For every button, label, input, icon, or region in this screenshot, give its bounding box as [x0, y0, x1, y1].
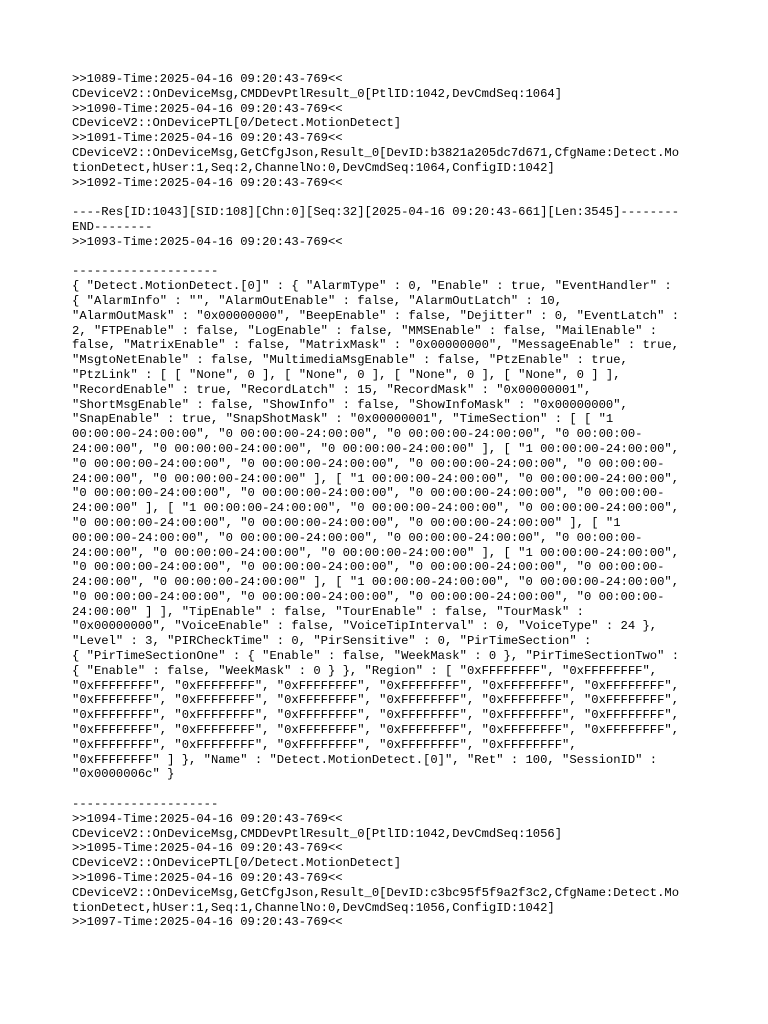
log-line: "0xFFFFFFFF", "0xFFFFFFFF", "0xFFFFFFFF", "0xFFFFFFFF", "0xFFFFFFFF", "0xFFFFFFFF", [72, 708, 680, 723]
log-line: "SnapEnable" : true, "SnapShotMask" : "0x00000001", "TimeSection" : [ [ "1 [72, 412, 614, 427]
log-line: "0 00:00:00-24:00:00", "0 00:00:00-24:00:00", "0 00:00:00-24:00:00", "0 00:00:00- [72, 560, 665, 575]
blank-line [72, 782, 712, 797]
log-line: >>1097-Time:2025-04-16 09:20:43-769<< [72, 915, 343, 930]
log-line: "0xFFFFFFFF", "0xFFFFFFFF", "0xFFFFFFFF", "0xFFFFFFFF", "0xFFFFFFFF", [72, 737, 577, 752]
log-line: "0xFFFFFFFF", "0xFFFFFFFF", "0xFFFFFFFF", "0xFFFFFFFF", "0xFFFFFFFF", "0xFFFFFFFF", [72, 723, 680, 738]
log-line: -------------------- [72, 797, 219, 812]
blank-line [72, 250, 712, 265]
log-line: 24:00:00" ], [ "1 00:00:00-24:00:00", "0 00:00:00-24:00:00", "0 00:00:00-24:00:00", [72, 501, 680, 516]
log-line: { "Enable" : false, "WeekMask" : 0 } }, "Region" : [ "0xFFFFFFFF", "0xFFFFFFFF", [72, 663, 658, 678]
log-line: ----Res[ID:1043][SID:108][Chn:0][Seq:32][2025-04-16 09:20:43-661][Len:3545]-------- [72, 205, 680, 220]
log-line: 24:00:00", "0 00:00:00-24:00:00", "0 00:00:00-24:00:00" ], [ "1 00:00:00-24:00:00", [72, 441, 680, 456]
log-line: "PtzLink" : [ [ "None", 0 ], [ "None", 0 ], [ "None", 0 ], [ "None", 0 ] ], [72, 367, 621, 382]
log-line: "0 00:00:00-24:00:00", "0 00:00:00-24:00:00", "0 00:00:00-24:00:00", "0 00:00:00- [72, 589, 665, 604]
log-document [72, 72, 712, 930]
log-line: CDeviceV2::OnDeviceMsg,GetCfgJson,Result_0[DevID:c3bc95f5f9a2f3c2,CfgName:Detect.Mo [72, 885, 680, 900]
log-line: "0xFFFFFFFF", "0xFFFFFFFF", "0xFFFFFFFF", "0xFFFFFFFF", "0xFFFFFFFF", "0xFFFFFFFF", [72, 678, 680, 693]
log-line: false, "MatrixEnable" : false, "MatrixMask" : "0x00000000", "MessageEnable" : true, [72, 338, 680, 353]
log-line: "0x0000006c" } [72, 767, 175, 782]
log-line: "ShortMsgEnable" : false, "ShowInfo" : false, "ShowInfoMask" : "0x00000000", [72, 397, 628, 412]
log-line: 2, "FTPEnable" : false, "LogEnable" : false, "MMSEnable" : false, "MailEnable" : [72, 323, 658, 338]
log-line: "0xFFFFFFFF" ] }, "Name" : "Detect.MotionDetect.[0]", "Ret" : 100, "SessionID" : [72, 752, 658, 767]
log-line: >>1092-Time:2025-04-16 09:20:43-769<< [72, 175, 343, 190]
log-line: "0 00:00:00-24:00:00", "0 00:00:00-24:00:00", "0 00:00:00-24:00:00", "0 00:00:00- [72, 486, 665, 501]
log-line: >>1090-Time:2025-04-16 09:20:43-769<< [72, 101, 343, 116]
log-line: >>1095-Time:2025-04-16 09:20:43-769<< [72, 841, 343, 856]
log-line: CDeviceV2::OnDeviceMsg,CMDDevPtlResult_0[PtlID:1042,DevCmdSeq:1056] [72, 826, 563, 841]
log-line: "AlarmOutMask" : "0x00000000", "BeepEnable" : false, "Dejitter" : 0, "EventLatch" : [72, 308, 680, 323]
log-line: "0 00:00:00-24:00:00", "0 00:00:00-24:00:00", "0 00:00:00-24:00:00" ], [ "1 [72, 515, 621, 530]
log-line: >>1096-Time:2025-04-16 09:20:43-769<< [72, 871, 343, 886]
log-line: CDeviceV2::OnDeviceMsg,GetCfgJson,Result_0[DevID:b3821a205dc7d671,CfgName:Detect.Mo [72, 145, 680, 160]
log-line: "RecordEnable" : true, "RecordLatch" : 15, "RecordMask" : "0x00000001", [72, 382, 592, 397]
log-line: "MsgtoNetEnable" : false, "MultimediaMsgEnable" : false, "PtzEnable" : true, [72, 353, 628, 368]
log-line: tionDetect,hUser:1,Seq:1,ChannelNo:0,DevCmdSeq:1056,ConfigID:1042] [72, 900, 555, 915]
log-line: >>1089-Time:2025-04-16 09:20:43-769<< [72, 72, 343, 86]
log-line: "0 00:00:00-24:00:00", "0 00:00:00-24:00:00", "0 00:00:00-24:00:00", "0 00:00:00- [72, 456, 665, 471]
log-line: { "Detect.MotionDetect.[0]" : { "AlarmType" : 0, "Enable" : true, "EventHandler" : [72, 279, 672, 294]
log-line: 24:00:00", "0 00:00:00-24:00:00", "0 00:00:00-24:00:00" ], [ "1 00:00:00-24:00:00", [72, 545, 680, 560]
log-line: "0xFFFFFFFF", "0xFFFFFFFF", "0xFFFFFFFF", "0xFFFFFFFF", "0xFFFFFFFF", "0xFFFFFFFF", [72, 693, 680, 708]
log-line: "0x00000000", "VoiceEnable" : false, "VoiceTipInterval" : 0, "VoiceType" : 24 }, [72, 619, 658, 634]
blank-line [72, 190, 712, 205]
log-line: 24:00:00", "0 00:00:00-24:00:00" ], [ "1 00:00:00-24:00:00", "0 00:00:00-24:00:00", [72, 575, 680, 590]
log-line: >>1091-Time:2025-04-16 09:20:43-769<< [72, 131, 343, 146]
log-line: END-------- [72, 219, 153, 234]
log-line: CDeviceV2::OnDevicePTL[0/Detect.MotionDetect] [72, 116, 402, 131]
log-line: -------------------- [72, 264, 219, 279]
log-line: tionDetect,hUser:1,Seq:2,ChannelNo:0,DevCmdSeq:1064,ConfigID:1042] [72, 160, 555, 175]
log-line: { "PirTimeSectionOne" : { "Enable" : false, "WeekMask" : 0 }, "PirTimeSectionTwo" : [72, 649, 680, 664]
log-line: { "AlarmInfo" : "", "AlarmOutEnable" : false, "AlarmOutLatch" : 10, [72, 293, 563, 308]
log-line: CDeviceV2::OnDevicePTL[0/Detect.MotionDetect] [72, 856, 402, 871]
log-line: 00:00:00-24:00:00", "0 00:00:00-24:00:00", "0 00:00:00-24:00:00", "0 00:00:00- [72, 530, 643, 545]
log-line: 24:00:00" ] ], "TipEnable" : false, "TourEnable" : false, "TourMask" : [72, 604, 584, 619]
log-line: CDeviceV2::OnDeviceMsg,CMDDevPtlResult_0[PtlID:1042,DevCmdSeq:1064] [72, 86, 563, 101]
log-line: 24:00:00", "0 00:00:00-24:00:00" ], [ "1 00:00:00-24:00:00", "0 00:00:00-24:00:00", [72, 471, 680, 486]
log-line: >>1094-Time:2025-04-16 09:20:43-769<< [72, 811, 343, 826]
log-line: 00:00:00-24:00:00", "0 00:00:00-24:00:00", "0 00:00:00-24:00:00", "0 00:00:00- [72, 427, 643, 442]
log-line: "Level" : 3, "PIRCheckTime" : 0, "PirSensitive" : 0, "PirTimeSection" : [72, 634, 592, 649]
log-line: >>1093-Time:2025-04-16 09:20:43-769<< [72, 234, 343, 249]
